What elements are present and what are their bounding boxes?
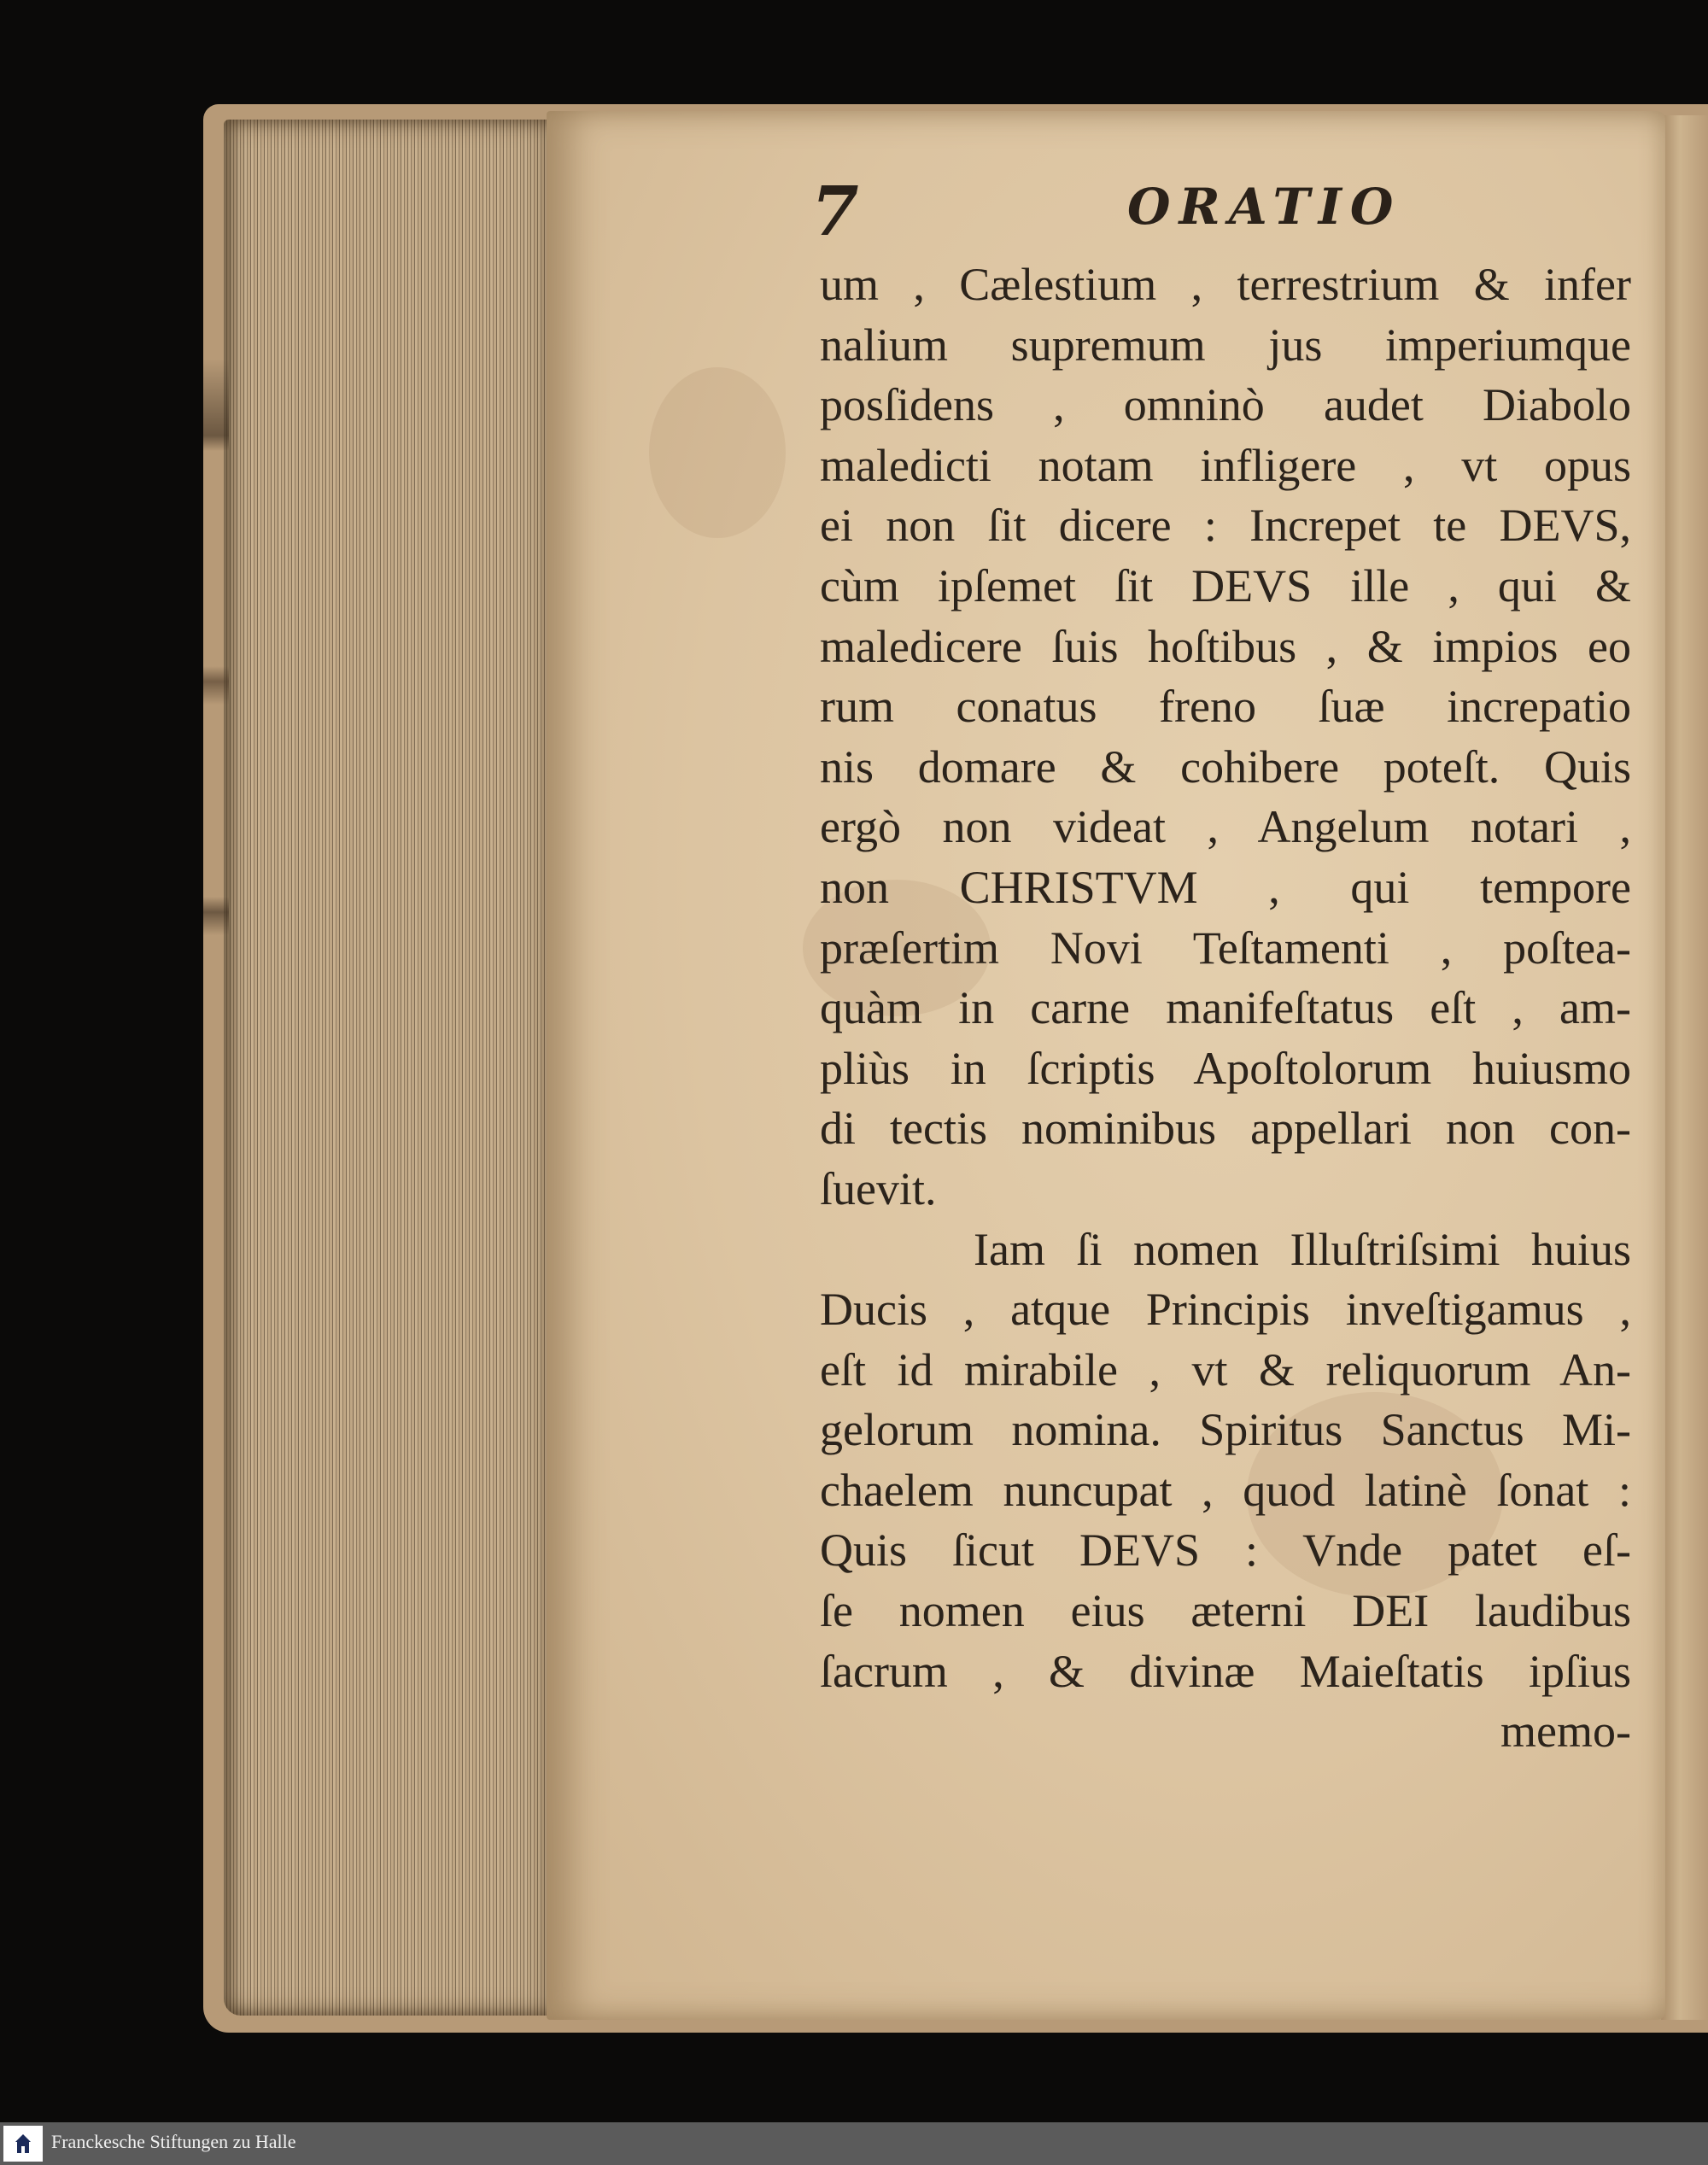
text-line: cùm ipſemet ſit DEVS ille , qui & (820, 559, 1631, 611)
running-title: ORATIO (1127, 178, 1402, 236)
text-line: nis domare & cohibere poteſt. Quis (820, 740, 1631, 793)
body-text (820, 255, 1631, 1762)
text-line: um , Cælestium , terrestrium & infer (820, 259, 1631, 310)
next-page-edge (1661, 115, 1708, 2020)
text-line: non CHRISTVM , qui tempore (820, 861, 1631, 913)
text-line: pliùs in ſcriptis Apoſtolorum huiusmo (820, 1042, 1631, 1094)
paper-stain (649, 367, 786, 538)
text-line: posſidens , omninò audet Diabolo (820, 379, 1631, 431)
text-line: ſacrum , & divinæ Maieſtatis ipſius (820, 1645, 1631, 1697)
text-line: eſt id mirabile , vt & reliquorum An- (820, 1343, 1631, 1396)
page-number: 7 (811, 171, 859, 251)
logo-building-icon (10, 2131, 36, 2156)
page-header (811, 171, 1477, 251)
text-line: ſuevit. (820, 1162, 937, 1214)
franckesche-stiftungen-logo-icon[interactable] (3, 2126, 43, 2162)
footer-bar (0, 2122, 1708, 2165)
text-line: ei non ſit dicere : Increpet te DEVS, (820, 500, 1631, 552)
text-line: gelorum nomina. Spiritus Sanctus Mi- (820, 1404, 1631, 1456)
text-line: Quis ſicut DEVS : Vnde patet eſ- (820, 1524, 1631, 1577)
page-edges (224, 120, 565, 2016)
text-line: quàm in carne manifeſtatus eſt , am- (820, 982, 1631, 1034)
catchword: memo- (1500, 1706, 1631, 1758)
text-line: maledicti notam infligere , vt opus (820, 439, 1631, 491)
text-line: Iam ſi nomen Illuſtriſsimi huius (974, 1223, 1631, 1275)
text-line: ergò non videat , Angelum notari , (820, 801, 1631, 853)
text-line: chaelem nuncupat , quod latinè ſonat : (820, 1464, 1631, 1516)
edge-marks (203, 359, 229, 1127)
text-line: nalium supremum jus imperiumque (820, 319, 1631, 371)
footer-institution-name: Franckesche Stiftungen zu Halle (51, 2131, 296, 2152)
text-line: ſe nomen eius æterni DEI laudibus (820, 1585, 1631, 1637)
text-line: præſertim Novi Teſtamenti , poſtea- (820, 922, 1631, 974)
text-line: rum conatus freno ſuæ increpatio (820, 681, 1631, 733)
text-line: Ducis , atque Principis inveſtigamus , (820, 1284, 1631, 1336)
text-line: maledicere ſuis hoſtibus , & impios eo (820, 620, 1631, 672)
text-line: di tectis nominibus appellari non con- (820, 1103, 1631, 1155)
